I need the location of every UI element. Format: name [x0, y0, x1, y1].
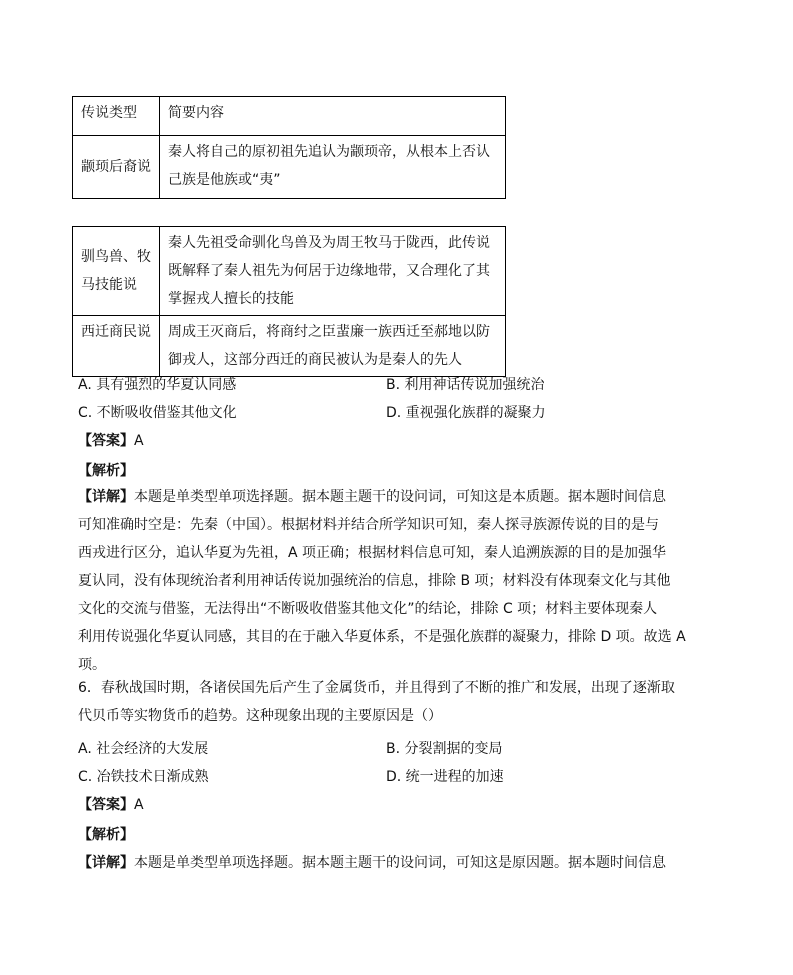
table-cell: [73, 316, 160, 377]
legend-content-line: 秦人将自己的原初祖先追认为颛顼帝，从根本上否认: [168, 144, 490, 160]
legend-type: 传说类型: [81, 105, 137, 121]
legend-content-line: 己族是他族或“夷”: [168, 172, 281, 188]
detail-tag: 【详解】: [78, 855, 134, 871]
detail-line: [78, 483, 678, 511]
answer-tag: 【答案】: [78, 797, 134, 813]
legend-type: 西迁商民说: [81, 324, 151, 340]
detail-line: 可知准确时空是：先秦（中国）。根据材料并结合所学知识可知，秦人探寻族源传说的目的是与: [78, 517, 659, 533]
legend-type: 颛顼后裔说: [81, 159, 151, 175]
option-c: C. 不断吸收借鉴其他文化: [78, 405, 237, 421]
detail-line: 利用传说强化华夏认同感，其目的在于融入华夏体系，不是强化族群的凝聚力，排除 D 项。故选 A: [78, 629, 686, 645]
legend-content-line: 既解释了秦人祖先为何居于边缘地带，又合理化了其: [168, 263, 490, 279]
analysis-tag: 【解析】: [78, 827, 134, 843]
table-row: [73, 316, 506, 377]
answer-line: [78, 430, 144, 450]
table-cell: [73, 227, 160, 316]
detail-text: 本题是单类型单项选择题。据本题主题干的设问词，可知这是本质题。据本题时间信息: [134, 489, 666, 505]
legend-content-line: 秦人先祖受命驯化鸟兽及为周王牧马于陇西，此传说: [168, 235, 490, 251]
table-cell: [73, 97, 160, 136]
option-d: D. 重视强化族群的凝聚力: [386, 405, 546, 421]
legend-type-line: 驯鸟兽、牧: [81, 249, 151, 265]
stem-line: 6．春秋战国时期，各诸侯国先后产生了金属货币，并且得到了不断的推广和发展，出现了逐渐取: [78, 680, 675, 696]
table-cell: [73, 136, 160, 199]
option-a: A. 具有强烈的华夏认同感: [78, 377, 237, 393]
answer-tag: 【答案】: [78, 433, 134, 449]
table-cell: [160, 136, 506, 199]
analysis-tag: 【解析】: [78, 463, 134, 479]
detail-tag: 【详解】: [78, 489, 134, 505]
question-6-stem: [78, 674, 678, 730]
option-b: B. 分裂割据的变局: [386, 741, 503, 757]
detail-line: [78, 852, 666, 872]
legend-content-line: 周成王灭商后，将商纣之臣蜚廉一族西迁至郝地以防: [168, 324, 490, 340]
table-cell: [160, 97, 506, 136]
answer-value: A: [134, 797, 144, 813]
detail-line: 西戎进行区分，追认华夏为先祖，A 项正确；根据材料信息可知，秦人追溯族源的目的是加强华: [78, 545, 667, 561]
legend-type-line: 马技能说: [81, 277, 137, 293]
legend-content-line: 掌握戎人擅长的技能: [168, 291, 294, 307]
clan-legend-table-1: [72, 96, 506, 199]
detail-line: 项。: [78, 657, 106, 673]
option-c: C. 冶铁技术日渐成熟: [78, 769, 209, 785]
table-cell: [160, 316, 506, 377]
legend-content-line: 御戎人，这部分西迁的商民被认为是秦人的先人: [168, 352, 462, 368]
option-d: D. 统一进程的加速: [386, 769, 504, 785]
option-b: B. 利用神话传说加强统治: [386, 377, 545, 393]
table-cell: [160, 227, 506, 316]
table-row: [73, 97, 506, 136]
clan-legend-table-2: [72, 226, 506, 377]
detail-paragraph: [78, 483, 686, 679]
table-row: [73, 136, 506, 199]
stem-line: 代贝币等实物货币的趋势。这种现象出现的主要原因是（）: [78, 708, 442, 724]
detail-line: 文化的交流与借鉴，无法得出“不断吸收借鉴其他文化”的结论，排除 C 项；材料主要体现秦人: [78, 601, 658, 617]
answer-line: [78, 794, 144, 814]
detail-text: 本题是单类型单项选择题。据本题主题干的设问词，可知这是原因题。据本题时间信息: [134, 855, 666, 871]
option-a: A. 社会经济的大发展: [78, 741, 209, 757]
detail-line: 夏认同，没有体现统治者利用神话传说加强统治的信息，排除 B 项；材料没有体现秦文化与其他: [78, 573, 671, 589]
legend-content: 简要内容: [168, 105, 224, 121]
table-row: [73, 227, 506, 316]
answer-value: A: [134, 433, 144, 449]
